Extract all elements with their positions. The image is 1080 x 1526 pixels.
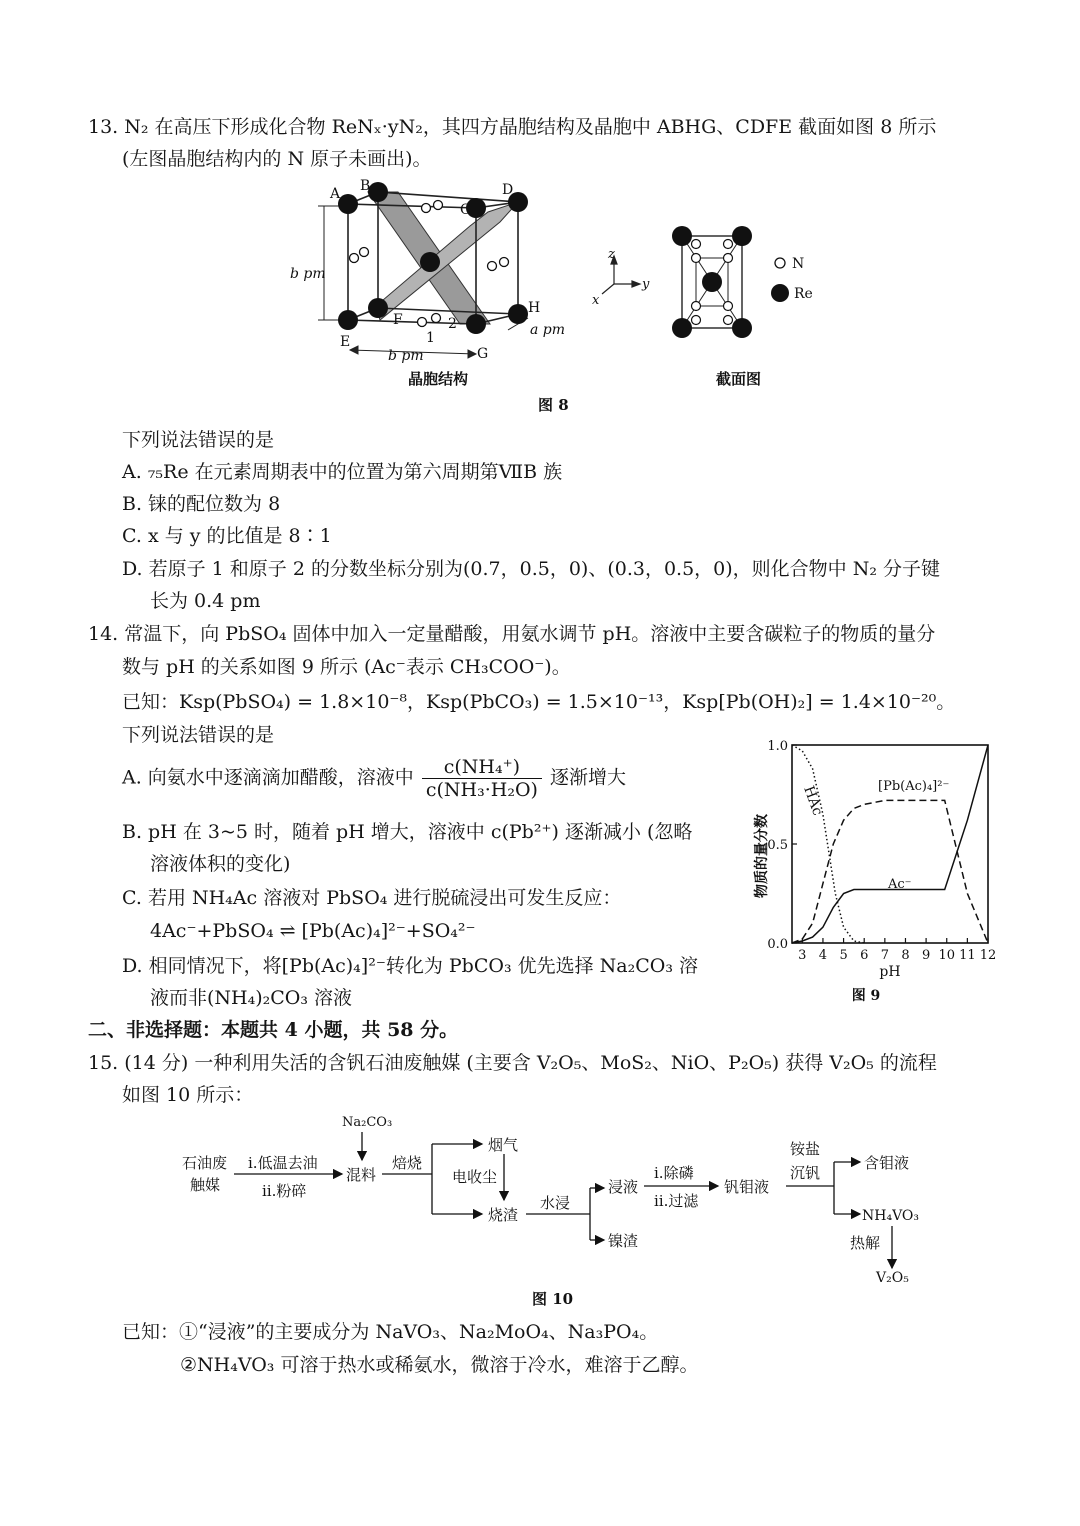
label-d: D bbox=[502, 182, 514, 198]
figure-8 bbox=[280, 178, 840, 418]
node-v2o5: V₂O₅ bbox=[876, 1270, 909, 1286]
caption-cell: 晶胞结构 bbox=[408, 370, 469, 388]
series-label-hac: HAc bbox=[800, 783, 826, 818]
figure-10-number: 图 10 bbox=[532, 1290, 574, 1308]
node-mo-solution: 含钼液 bbox=[864, 1154, 910, 1172]
series-line-solid bbox=[792, 745, 988, 943]
q15-known-1: 已知：①“浸液”的主要成分为 NaVO₃、Na₂MoO₄、Na₃PO₄。 bbox=[122, 1321, 659, 1343]
node-fume: 烟气 bbox=[488, 1136, 519, 1154]
q15-known-2: ②NH₄VO₃ 可溶于热水或稀氨水，微溶于冷水，难溶于乙醇。 bbox=[180, 1354, 699, 1376]
node-ni-slag: 镍渣 bbox=[608, 1232, 639, 1250]
label-atom-2: 2 bbox=[448, 316, 457, 332]
chart-title: 图 9 bbox=[851, 988, 881, 1004]
q14-option-a-post: 逐渐增大 bbox=[550, 766, 627, 789]
figure-10-flowchart bbox=[170, 1108, 940, 1312]
label-atom-1: 1 bbox=[426, 330, 435, 346]
node-calcine: 烧渣 bbox=[488, 1206, 519, 1224]
reagent-na2co3: Na₂CO₃ bbox=[342, 1115, 393, 1130]
x-tick-label: 12 bbox=[979, 948, 997, 963]
q13-ask: 下列说法错误的是 bbox=[122, 429, 275, 451]
series-label-pbac4: [Pb(Ac)₄]²⁻ bbox=[878, 779, 950, 794]
label-h: H bbox=[528, 300, 541, 316]
plot-frame bbox=[792, 745, 988, 943]
step-esp: 电收尘 bbox=[452, 1168, 498, 1186]
label-c: C bbox=[460, 202, 471, 218]
y-axis-label: 物质的量分数 bbox=[754, 814, 770, 898]
x-tick-label: 4 bbox=[818, 948, 828, 963]
q14-option-a-fraction bbox=[422, 756, 542, 801]
q13-stem-line2: (左图晶胞结构内的 N 原子未画出)。 bbox=[122, 148, 432, 170]
step-crush: ⅱ.粉碎 bbox=[262, 1182, 307, 1200]
q14-option-c-line1: C. 若用 NH₄Ac 溶液对 PbSO₄ 进行脱硫浸出可发生反应： bbox=[122, 887, 622, 909]
label-b-pm-bottom: b pm bbox=[388, 348, 424, 364]
fraction-denominator: c(NH₃·H₂O) bbox=[425, 779, 538, 801]
q14-known: 已知：Ksp(PbSO₄) = 1.8×10⁻⁸，Ksp(PbCO₃) = 1.5×10⁻¹³，Ksp[Pb(OH)₂] = 1.4×10⁻²⁰。 bbox=[122, 691, 956, 713]
step-ammonium-1: 铵盐 bbox=[790, 1140, 821, 1158]
x-tick-label: 9 bbox=[921, 948, 931, 963]
node-nh4vo3: NH₄VO₃ bbox=[862, 1208, 920, 1224]
label-f: F bbox=[393, 312, 403, 328]
series-line-dashed bbox=[792, 800, 988, 943]
q14-stem-line2: 数与 pH 的关系如图 9 所示 (Ac⁻表示 CH₃COO⁻)。 bbox=[122, 656, 571, 678]
x-tick-label: 3 bbox=[798, 948, 807, 963]
axis-z: z bbox=[608, 247, 615, 262]
x-tick-label: 6 bbox=[860, 948, 869, 963]
legend-re-icon bbox=[771, 284, 789, 302]
legend-n-label: N bbox=[792, 256, 805, 272]
x-tick-label: 7 bbox=[880, 948, 889, 963]
step-dephos: ⅰ.除磷 bbox=[654, 1164, 694, 1182]
step-ammonium-2: 沉钒 bbox=[790, 1164, 821, 1182]
y-tick-label: 0.5 bbox=[767, 838, 788, 853]
figure-9-chart bbox=[752, 728, 1008, 1012]
y-tick-label: 1.0 bbox=[767, 739, 788, 754]
label-e: E bbox=[340, 334, 351, 350]
q13-option-d-line2: 长为 0.4 pm bbox=[150, 590, 261, 612]
q13-option-c: C. x 与 y 的比值是 8∶1 bbox=[122, 525, 332, 547]
label-b-pm-side: b pm bbox=[290, 266, 326, 282]
step-roast: 焙烧 bbox=[392, 1154, 423, 1172]
q15-stem-line2: 如图 10 所示： bbox=[122, 1084, 254, 1106]
q13-option-b: B. 铼的配位数为 8 bbox=[122, 493, 281, 515]
label-a: A bbox=[330, 186, 341, 202]
y-tick-label: 0.0 bbox=[767, 937, 788, 952]
x-tick-label: 10 bbox=[938, 948, 956, 963]
section-view bbox=[672, 226, 752, 338]
q13-stem-line1: 13. N₂ 在高压下形成化合物 ReNₓ·yN₂，其四方晶胞结构及晶胞中 ABHG、CDFE 截面如图 8 所示 bbox=[88, 116, 937, 138]
node-v-mo-solution: 钒钼液 bbox=[724, 1178, 770, 1196]
x-axis-label: pH bbox=[879, 964, 901, 980]
q13-option-a: A. ₇₅Re 在元素周期表中的位置为第六周期第ⅦB 族 bbox=[122, 461, 563, 483]
x-tick-label: 8 bbox=[901, 948, 910, 963]
q14-option-d-line2: 液而非(NH₄)₂CO₃ 溶液 bbox=[150, 987, 353, 1009]
step-deoil: ⅰ.低温去油 bbox=[248, 1154, 318, 1172]
figure-8-number: 图 8 bbox=[538, 396, 569, 414]
x-tick-label: 11 bbox=[959, 948, 976, 963]
q14-stem-line1: 14. 常温下，向 PbSO₄ 固体中加入一定量醋酸，用氨水调节 pH。溶液中主要含碳粒子的物质的量分 bbox=[88, 623, 936, 645]
node-mix: 混料 bbox=[346, 1166, 377, 1184]
q14-option-a bbox=[122, 756, 626, 801]
q14-option-d-line1: D. 相同情况下，将[Pb(Ac)₄]²⁻转化为 PbCO₃ 优先选择 Na₂CO₃ 溶 bbox=[122, 955, 698, 977]
node-catalyst-1: 石油废 bbox=[182, 1154, 228, 1172]
axis-y: y bbox=[642, 277, 650, 292]
legend-n-icon bbox=[775, 258, 785, 268]
q15-stem-line1: 15. (14 分) 一种利用失活的含钒石油废触媒 (主要含 V₂O₅、MoS₂、NiO、P₂O₅) 获得 V₂O₅ 的流程 bbox=[88, 1052, 937, 1074]
step-pyrolysis: 热解 bbox=[850, 1234, 881, 1252]
label-b: B bbox=[360, 178, 371, 194]
label-g: G bbox=[477, 346, 489, 362]
q13-option-d-line1: D. 若原子 1 和原子 2 的分数坐标分别为(0.7，0.5，0)、(0.3，0.5，0)，则化合物中 N₂ 分子键 bbox=[122, 558, 940, 580]
q14-ask: 下列说法错误的是 bbox=[122, 724, 275, 746]
series-line-dotted bbox=[792, 745, 864, 943]
q14-option-c-line2: 4Ac⁻+PbSO₄ ⇌ [Pb(Ac)₄]²⁻+SO₄²⁻ bbox=[150, 920, 476, 942]
node-catalyst-2: 触媒 bbox=[190, 1176, 221, 1194]
step-water-leach: 水浸 bbox=[540, 1194, 571, 1212]
caption-section: 截面图 bbox=[716, 370, 762, 388]
q14-option-b-line2: 溶液体积的变化) bbox=[150, 853, 291, 875]
q14-option-a-pre: A. 向氨水中逐滴滴加醋酸，溶液中 bbox=[122, 766, 414, 789]
legend-re-label: Re bbox=[794, 286, 813, 302]
q14-option-b-line1: B. pH 在 3~5 时，随着 pH 增大，溶液中 c(Pb²⁺) 逐渐减小 (忽略 bbox=[122, 821, 693, 843]
series-label-ac: Ac⁻ bbox=[888, 877, 912, 892]
node-leachate: 浸液 bbox=[608, 1178, 639, 1196]
section-2-heading: 二、非选择题：本题共 4 小题，共 58 分。 bbox=[88, 1019, 459, 1041]
step-filter: ⅱ.过滤 bbox=[654, 1192, 699, 1210]
axis-x: x bbox=[592, 293, 600, 308]
x-tick-label: 5 bbox=[839, 948, 848, 963]
fraction-numerator: c(NH₄⁺) bbox=[422, 756, 542, 779]
label-a-pm: a pm bbox=[530, 322, 566, 338]
